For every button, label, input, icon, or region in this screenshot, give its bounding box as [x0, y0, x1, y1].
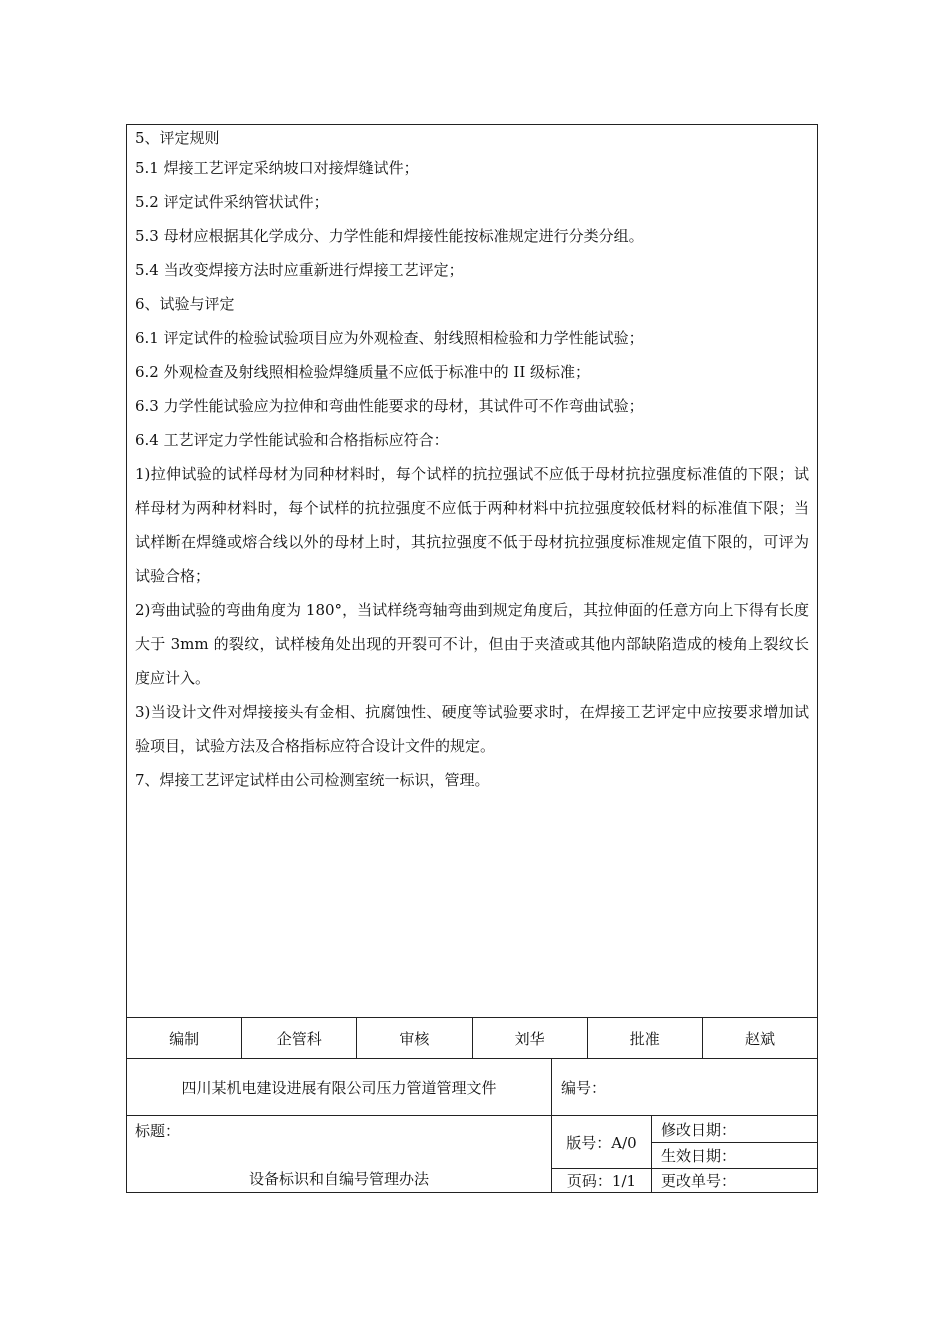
prepared-by: 企管科	[242, 1018, 357, 1058]
document-frame	[126, 124, 818, 1193]
modified-date-label: 修改日期：	[652, 1116, 817, 1143]
clause-paragraph: 6.4 工艺评定力学性能试验和合格指标应符合：	[135, 431, 449, 449]
clause-paragraph: 1)拉伸试验的试样母材为同种材料时，每个试样的抗拉强试不应低于母材抗拉强度标准值的下限；试样母材为两种材料时，每个试样的抗拉强度不应低于两种材料中抗拉强度较低材料的标准值下限；当试样断在焊缝或熔合线以外的母材上时，其抗拉强度不低于母材抗拉强度标准规定值下限的，可评为试验合格；	[135, 465, 809, 585]
prepared-label: 编制	[127, 1018, 242, 1058]
clause-paragraph: 5.4 当改变焊接方法时应重新进行焊接工艺评定；	[135, 261, 464, 279]
section-heading: 6、试验与评定	[135, 295, 235, 313]
clause-paragraph: 6.1 评定试件的检验试验项目应为外观检查、射线照相检验和力学性能试验；	[135, 329, 644, 347]
section-heading: 7、焊接工艺评定试样由公司检测室统一标识，管理。	[135, 771, 490, 789]
reviewed-label: 审核	[357, 1018, 472, 1058]
version-number: 版号：A/0	[552, 1116, 652, 1169]
clause-paragraph: 5.1 焊接工艺评定采纳坡口对接焊缝试件；	[135, 159, 419, 177]
document-title: 设备标识和自编号管理办法	[248, 1170, 429, 1188]
signature-row	[127, 1017, 817, 1059]
clause-paragraph: 6.3 力学性能试验应为拉伸和弯曲性能要求的母材，其试件可不作弯曲试验；	[135, 397, 644, 415]
document-number-label: 编号：	[561, 1078, 607, 1097]
reviewed-by: 刘华	[473, 1018, 588, 1058]
clause-paragraph: 5.3 母材应根据其化学成分、力学性能和焊接性能按标准规定进行分类分组。	[135, 227, 644, 245]
clause-paragraph: 2)弯曲试验的弯曲角度为 180°，当试样绕弯轴弯曲到规定角度后，其拉伸面的任意方向上下得有长度大于 3mm 的裂纹，试样棱角处出现的开裂可不计，但由于夹渣或其他内部缺陷造成的棱角上裂纹长度应计入。	[135, 601, 809, 687]
effective-date-label: 生效日期：	[652, 1143, 817, 1169]
approved-by: 赵斌	[744, 1029, 775, 1048]
title-cell	[127, 1116, 552, 1192]
title-block	[127, 1116, 817, 1192]
clause-paragraph: 3)当设计文件对焊接接头有金相、抗腐蚀性、硬度等试验要求时，在焊接工艺评定中应按要求增加试验项目，试验方法及合格指标应符合设计文件的规定。	[135, 703, 809, 755]
clause-paragraph: 6.2 外观检查及射线照相检验焊缝质量不应低于标准中的 II 级标准；	[135, 363, 591, 381]
document-header-row	[127, 1059, 817, 1116]
change-number-label: 更改单号：	[661, 1172, 737, 1190]
title-label: 标题：	[135, 1122, 181, 1140]
company-document-name: 四川某机电建设进展有限公司压力管道管理文件	[127, 1059, 552, 1115]
document-body	[127, 125, 817, 1017]
section-heading: 5、评定规则	[135, 129, 220, 147]
page-number: 页码：1/1	[552, 1169, 652, 1192]
approved-label: 批准	[588, 1018, 703, 1058]
clause-paragraph: 5.2 评定试件采纳管状试件；	[135, 193, 329, 211]
